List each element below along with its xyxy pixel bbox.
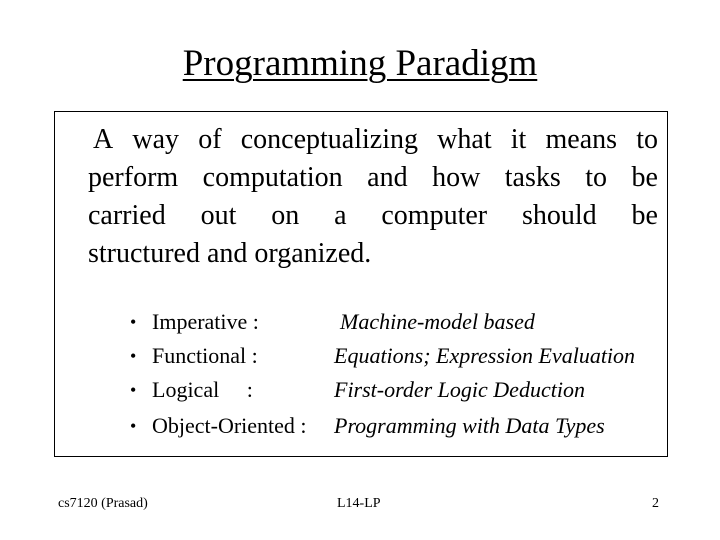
paradigm-item (0, 306, 720, 338)
definition-word: should (521, 200, 597, 231)
definition-word: structured and organized. (88, 238, 372, 269)
definition-line (88, 121, 658, 159)
definition-line (88, 159, 658, 197)
definition-paragraph (88, 121, 658, 273)
paradigm-description: Machine-model based (340, 309, 535, 334)
slide-title-text: Programming Paradigm (182, 43, 538, 84)
definition-word: be (631, 200, 658, 231)
slide-title (0, 42, 720, 86)
paradigm-term: Object-Oriented : (152, 413, 307, 438)
definition-word: A (93, 124, 114, 155)
paradigm-description: Equations; Expression Evaluation (334, 343, 636, 368)
definition-word: be (631, 162, 658, 193)
bullet-icon: • (130, 380, 137, 400)
bullet-icon: • (130, 312, 137, 332)
definition-word: it (510, 124, 527, 155)
definition-word: computation (202, 162, 343, 193)
definition-line (88, 197, 658, 235)
footer-lecture: L14-LP (337, 496, 381, 511)
paradigm-description: First-order Logic Deduction (334, 377, 585, 402)
footer-page-number: 2 (652, 496, 659, 511)
definition-word: how (432, 162, 481, 193)
paradigm-term: Functional : (152, 343, 258, 368)
paradigm-item (0, 410, 720, 442)
paradigm-item (0, 374, 720, 406)
bullet-icon: • (130, 416, 137, 436)
definition-word: to (585, 162, 608, 193)
definition-word: out (200, 200, 237, 231)
definition-word: conceptualizing (240, 124, 418, 155)
definition-word: perform (88, 162, 179, 193)
paradigm-term: Logical : (152, 377, 253, 402)
definition-word: carried (88, 200, 166, 231)
paradigm-item (0, 340, 720, 372)
definition-word: of (198, 124, 222, 155)
definition-word: tasks (504, 162, 561, 193)
definition-word: to (636, 124, 658, 155)
definition-word: way (132, 124, 180, 155)
footer-course: cs7120 (Prasad) (58, 496, 148, 511)
definition-line (88, 235, 658, 273)
definition-word: computer (381, 200, 488, 231)
definition-word: a (334, 200, 347, 231)
paradigm-term: Imperative : (152, 309, 259, 334)
definition-word: and (367, 162, 408, 193)
bullet-icon: • (130, 346, 137, 366)
definition-word: on (271, 200, 300, 231)
paradigm-description: Programming with Data Types (334, 413, 605, 438)
definition-word: means (545, 124, 618, 155)
definition-word: what (437, 124, 492, 155)
